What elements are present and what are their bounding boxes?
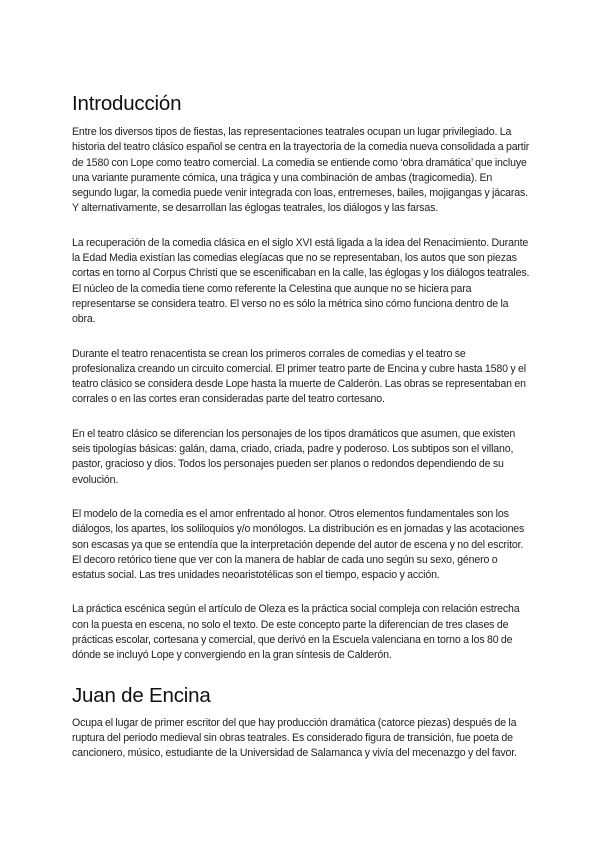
document-page bbox=[72, 90, 530, 762]
paragraph: La recuperación de la comedia clásica en el siglo XVI está ligada a la idea del Renacimiento. Durante la Edad Media existían las comedias elegíacas que no se representaban, los autos que son piezas cortas en torno al Corpus Christi que se escenificaban en la calle, las églogas y los diálogos teatrales. El núcleo de la comedia tiene como referente la Celestina que aunque no se hiciera para representarse se considera teatro. El verso no es sólo la métrica sino cómo funciona dentro de la obra. bbox=[72, 236, 530, 326]
section-heading-introduccion: Introducción bbox=[72, 92, 182, 115]
paragraph: Entre los diversos tipos de fiestas, las representaciones teatrales ocupan un lugar privilegiado. La historia del teatro clásico español se centra en la trayectoria de la comedia nueva consolidada a partir de 1580 con Lope como teatro comercial. La comedia se entiende como ‘obra dramática’ que incluye una variante puramente cómica, una trágica y una combinación de ambas (tragicomedia). En segundo lugar, la comedia puede venir integrada con loas, entremeses, bailes, mojigangas y jácaras. Y alternativamente, se desarrollan las églogas teatrales, los diálogos y las farsas. bbox=[72, 126, 530, 215]
section-heading-juan-de-encina: Juan de Encina bbox=[72, 683, 211, 707]
paragraph: Durante el teatro renacentista se crean los primeros corrales de comedias y el teatro se profesionaliza creando un circuito comercial. El primer teatro parte de Encina y cubre hasta 1580 y el teatro clásico se considera desde Lope hasta la muerte de Calderón. Las obras se representaban en corrales o en las cortes eran consideradas parte del teatro cortesano. bbox=[72, 347, 526, 406]
paragraph: El modelo de la comedia es el amor enfrentado al honor. Otros elementos fundamentales son los diálogos, los apartes, los soliloquios y/o monólogos. La distribución es en jornadas y las acotaciones son escasas ya que se entendía que la interpretación depende del autor de escena y no del escritor. El decoro retórico tiene que ver con la manera de hablar de cada uno según su sexo, género o estatus social. Las tres unidades neoaristotélicas son el tiempo, espacio y acción. bbox=[72, 507, 525, 582]
paragraph: Ocupa el lugar de primer escritor del que hay producción dramática (catorce piezas) después de la ruptura del periodo medieval sin obras teatrales. Es considerado figura de transición, fue poeta de cancionero, músico, estudiante de la Universidad de Salamanca y vivía del mecenazgo y del favor. bbox=[72, 716, 517, 760]
paragraph: La práctica escénica según el artículo de Oleza es la práctica social compleja con relación estrecha con la puesta en escena, no solo el texto. De este concepto parte la diferencian de tres clases de prácticas escolar, cortesana y comercial, que derivó en la Escuela valenciana en torno a los 80 de dónde se incluyó Lope y convergiendo en la gran síntesis de Calderón. bbox=[72, 603, 520, 662]
paragraph: En el teatro clásico se diferencian los personajes de los tipos dramáticos que asumen, que existen seis tipologías básicas: galán, dama, criado, criada, padre y poderoso. Los subtipos son el villano, pastor, gracioso y dios. Todos los personajes pueden ser planos o redondos dependiendo de su evolución. bbox=[72, 427, 516, 486]
